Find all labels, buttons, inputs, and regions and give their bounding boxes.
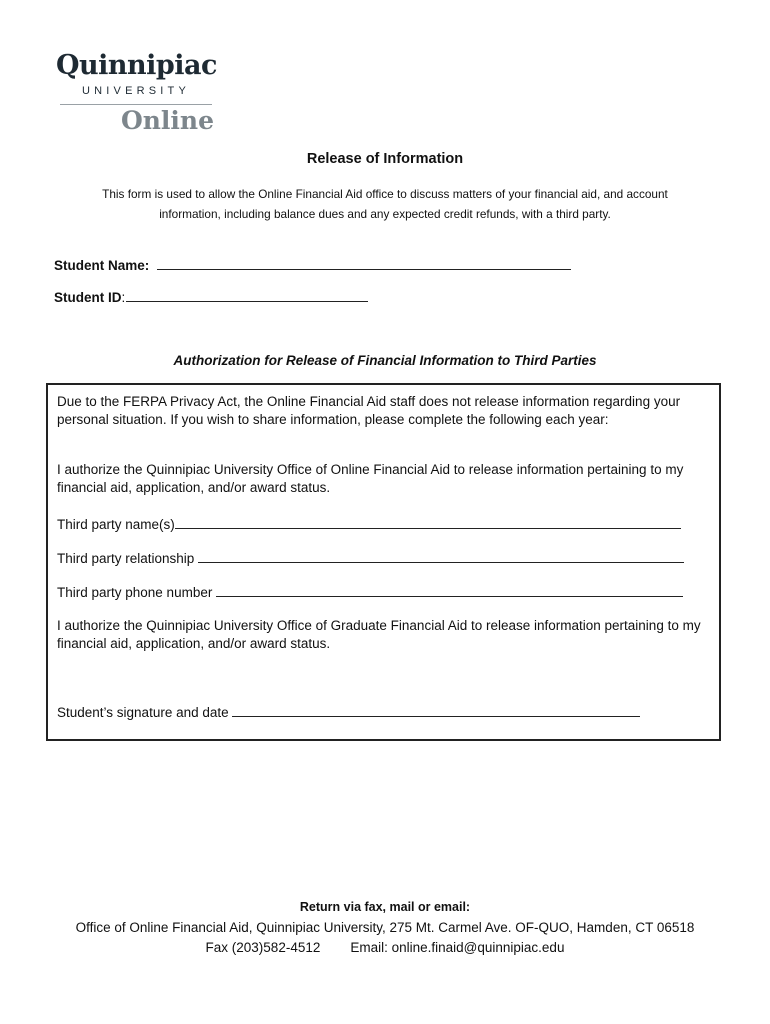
contact-row (0, 940, 770, 955)
form-intro: This form is used to allow the Online Financial Aid office to discuss matters of your financial aid, and account information, including balance dues and any expected credit refunds, with a third party. (102, 187, 668, 221)
student-name-field[interactable] (157, 256, 571, 270)
student-name-label: Student Name: (54, 258, 150, 273)
student-id-field[interactable] (126, 288, 368, 302)
logo-wordmark: Quinnipiac (56, 50, 217, 81)
authorize-online-text: I authorize the Quinnipiac University Office of Online Financial Aid to release information pertaining to my financial aid, application, and/or award status. (57, 462, 684, 495)
return-heading: Return via fax, mail or email: (299, 900, 471, 914)
ferpa-notice: Due to the FERPA Privacy Act, the Online Financial Aid staff does not release information regarding your personal situation. If you wish to share information, please complete the following each year: (57, 394, 681, 427)
logo-divider (60, 104, 212, 105)
authorization-heading: Authorization for Release of Financial Information to Third Parties (173, 353, 597, 368)
university-logo (56, 50, 216, 136)
signature-row (57, 703, 707, 722)
third-party-name-row (57, 515, 707, 534)
authorize-graduate-text: I authorize the Quinnipiac University Office of Graduate Financial Aid to release information pertaining to my financial aid, application, and/or award status. (57, 618, 701, 651)
logo-online: Online (120, 106, 214, 135)
signature-field[interactable] (232, 703, 640, 717)
third-party-relationship-row (57, 549, 707, 568)
third-party-relationship-label: Third party relationship (57, 551, 195, 566)
student-id-colon: : (121, 290, 126, 305)
form-title: Release of Information (306, 151, 464, 167)
office-address: Office of Online Financial Aid, Quinnipiac University, 275 Mt. Carmel Ave. OF-QUO, Hamden, CT 06518 (75, 920, 695, 935)
third-party-phone-row (57, 583, 707, 602)
student-id-label: Student ID (54, 290, 122, 305)
fax-number: Fax (203)582-4512 (205, 940, 321, 955)
third-party-phone-field[interactable] (216, 583, 683, 597)
third-party-relationship-field[interactable] (198, 549, 684, 563)
third-party-name-label: Third party name(s) (57, 517, 175, 532)
third-party-name-field[interactable] (175, 515, 681, 529)
signature-label: Student’s signature and date (57, 705, 229, 720)
third-party-phone-label: Third party phone number (57, 585, 213, 600)
email-address[interactable]: Email: online.finaid@quinnipiac.edu (350, 940, 565, 955)
student-name-row (54, 256, 571, 273)
student-id-row (54, 288, 368, 305)
logo-university: UNIVERSITY (81, 85, 190, 97)
authorization-box (46, 383, 721, 741)
